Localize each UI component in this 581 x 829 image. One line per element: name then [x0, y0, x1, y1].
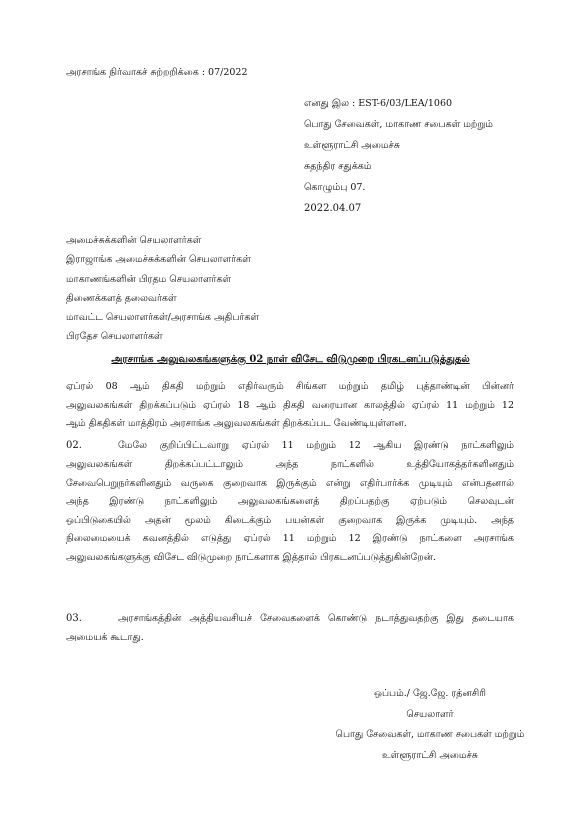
paragraph-2-first [118, 437, 514, 456]
reference-block [304, 93, 564, 198]
paragraph-line: அரசாங்கத்தின் அத்தியவசியச் சேவைகளைக் கொண்டு நடாத்துவதற்கு இது தடையாக [118, 613, 514, 624]
signatory-name: ஒப்பம்./ ஜே.ஜே. ரத்னசிரி [374, 688, 486, 699]
recipient: அமைச்சுக்களின் செயலாளர்கள் [66, 235, 202, 246]
recipient: இராஜாங்க அமைச்சுக்களின் செயலாளர்கள் [66, 254, 251, 266]
paragraph-line: அலுவலகங்கள் திறக்கப்பட்டாலும் அந்த நாட்களில் உத்தியோகத்தர்களினதும் [66, 459, 514, 470]
signatory-ministry-2: உள்ளூராட்சி அமைச்சு [382, 749, 478, 761]
ministry-line-2: உள்ளூராட்சி அமைச்சு [304, 140, 400, 151]
paragraph-line: மேலே குறிப்பிட்டவாறு ஏப்ரல் 11 மற்றும் 12 ஆகிய இரண்டு நாட்களிலும் [118, 440, 514, 451]
paragraph-line: ஒப்பிடுகையில் அதன் மூலம் கிடைக்கும் பயன்கள் குறைவாக இருக்க முடியும். அந்த [66, 514, 514, 526]
paragraph-2 [66, 456, 514, 568]
recipients-list [66, 231, 259, 347]
paragraph-3-number: 03. [66, 613, 82, 624]
subject-heading [0, 354, 581, 366]
recipient: மாகாணங்களின் பிரதம செயலாளர்கள் [66, 273, 232, 285]
paragraph-1 [66, 378, 514, 434]
paragraph-line: ஏப்ரல் 08 ஆம் திகதி மற்றும் எதிர்வரும் சிங்கள மற்றும் தமிழ் புத்தாண்டின் பின்னர் [66, 381, 514, 392]
paragraph-3-first [118, 610, 514, 629]
signatory-ministry-1: பொது சேவைகள், மாகாண சபைகள் மற்றும் [335, 729, 525, 740]
paragraph-2-number: 02. [66, 440, 82, 451]
subject-text: அரசாங்க அலுவலகங்களுக்கு 02 நாள் விசேட விடுமுறை பிரகடனப்படுத்துதல் [111, 354, 470, 365]
address-line-1: சுதந்திர சதுக்கம் [304, 161, 372, 172]
paragraph-line: நிலைமையைக் கவனத்தில் எடுத்து ஏப்ரல் 11 மற்றும் 12 இரண்டு நாட்களை அரசாங்க [66, 533, 514, 545]
paragraph-line: ஆம் திகதிகள் மாத்திரம் அரசாங்க அலுவலகங்கள் திறக்கப்பட வேண்டியுள்ளன. [66, 418, 407, 430]
paragraph-line: அலுவலகங்கள் திறக்கப்படும் ஏப்ரல் 18 ஆம் திகதி வரையான காலத்தில் ஏப்ரல் 11 மற்றும் 12 [66, 399, 514, 411]
recipient: மாவட்ட செயலாளர்கள்/அரசாங்க அதிபர்கள் [66, 312, 260, 324]
paragraph-line: அலுவலகங்களுக்கு விசேட விடுமுறை நாட்களாக இத்தால் பிரகடனப்படுத்துகின்றேன். [66, 551, 436, 563]
letter-date: 2022.04.07 [304, 203, 362, 214]
paragraph-3 [66, 629, 514, 648]
paragraph-line: சேவைபெறுநர்களினதும் வருகை குறைவாக இருக்கும் என்று எதிர்பார்க்க முடியும் என்பதனால் [66, 477, 514, 489]
circular-number: அரசாங்க நிர்வாகச் சுற்றறிக்கை : 07/2022 [66, 67, 248, 78]
paragraph-line: அந்த இரண்டு நாட்களிலும் அலுவலகங்களைத் திறப்பதற்கு ஏற்படும் செலவுடன் [66, 496, 514, 508]
signatory-title: செயலாளர் [406, 708, 454, 720]
signature-block [300, 684, 560, 766]
recipient: திணைக்களத் தலைவர்கள் [66, 292, 177, 304]
paragraph-line: அமையக் கூடாது. [66, 632, 144, 643]
ministry-line-1: பொது சேவைகள், மாகாண சபைகள் மற்றும் [304, 119, 493, 130]
recipient: பிரதேச செயலாளர்கள் [66, 331, 163, 343]
reference-number: எனது இல : EST-6/03/LEA/1060 [304, 98, 453, 109]
address-line-2: கொழும்பு 07. [304, 182, 366, 193]
